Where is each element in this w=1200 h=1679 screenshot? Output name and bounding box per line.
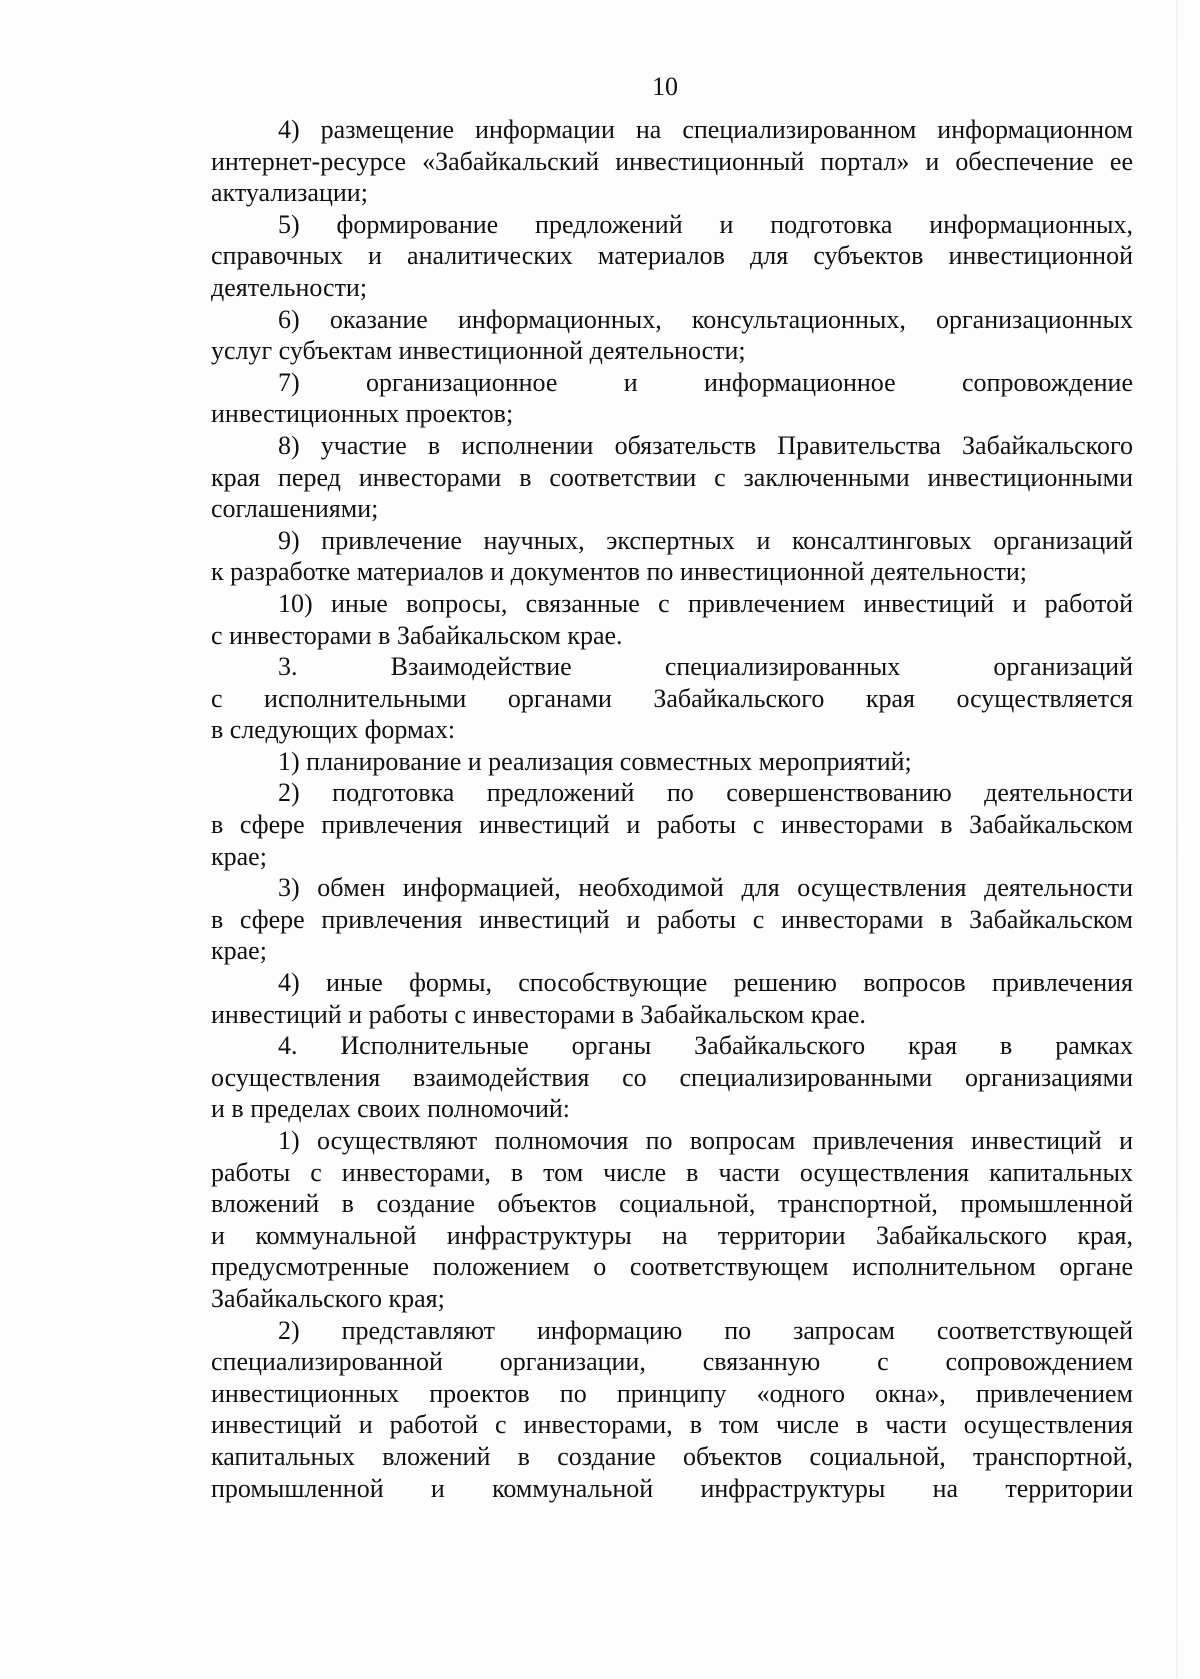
document-body [211,114,1133,1504]
paragraph [211,525,1133,588]
paragraph-line: 5) формирование предложений и подготовка информационных, [278,209,1133,239]
paragraph-line: в сфере привлечения инвестиций и работы с инвесторами в Забайкальском [211,810,1133,840]
paragraph-line: 8) участие в исполнении обязательств Правительства Забайкальского [278,430,1133,460]
paragraph-line: 1) планирование и реализация совместных мероприятий; [278,746,912,776]
paragraph [211,872,1133,967]
paragraph-line: 7) организационное и информационное сопровождение [278,367,1133,397]
paragraph-line: 10) иные вопросы, связанные с привлечением инвестиций и работой [278,588,1133,618]
paragraph-line: 4. Исполнительные органы Забайкальского края в рамках [278,1031,1133,1061]
paragraph-line: края перед инвесторами в соответствии с заключенными инвестиционными [211,462,1133,492]
paragraph [211,1030,1133,1125]
paragraph-line: интернет-ресурсе «Забайкальский инвестиционный портал» и обеспечение ее [211,146,1133,176]
paragraph-line: капитальных вложений в создание объектов социальной, транспортной, [211,1441,1133,1471]
paragraph [211,746,1133,778]
paragraph [211,304,1133,367]
paragraph-line: работы с инвесторами, в том числе в части осуществления капитальных [211,1157,1133,1187]
paragraph-line: деятельности; [211,272,368,302]
paragraph-line: инвестиционных проектов по принципу «одного окна», привлечением [211,1378,1133,1408]
paragraph-line: Забайкальского края; [211,1283,445,1313]
paragraph [211,651,1133,746]
paragraph-line: 2) подготовка предложений по совершенствованию деятельности [278,778,1133,808]
paragraph [211,967,1133,1030]
paragraph-line: осуществления взаимодействия со специализированными организациями [211,1062,1133,1092]
paragraph-line: 4) размещение информации на специализированном информационном [278,115,1133,144]
paragraph-line: вложений в создание объектов социальной, транспортной, промышленной [211,1189,1133,1219]
paragraph-line: предусмотренные положением о соответствующем исполнительном органе [211,1252,1133,1282]
paragraph-line: специализированной организации, связанную с сопровождением [211,1347,1133,1377]
paragraph [211,1125,1133,1315]
paragraph [211,588,1133,651]
paragraph-line: инвестиционных проектов; [211,399,514,429]
paragraph-line: в следующих формах: [211,715,456,745]
paragraph-line: соглашениями; [211,494,379,524]
paragraph-line: актуализации; [211,178,368,208]
paragraph-line: с исполнительными органами Забайкальского края осуществляется [211,683,1133,713]
paragraph-line: 2) представляют информацию по запросам соответствующей [278,1315,1133,1345]
paragraph [211,430,1133,525]
scan-edge-shadow [1176,0,1178,1679]
paragraph-line: крае; [211,936,267,966]
paragraph [211,209,1133,304]
paragraph [211,777,1133,872]
paragraph-line: крае; [211,841,267,871]
paragraph-line: услуг субъектам инвестиционной деятельности; [211,336,746,366]
paragraph-line: справочных и аналитических материалов для субъектов инвестиционной [211,241,1133,271]
paragraph-line: 1) осуществляют полномочия по вопросам привлечения инвестиций и [278,1126,1133,1155]
paragraph [211,1315,1133,1505]
paragraph-line: с инвесторами в Забайкальском крае. [211,620,623,650]
paragraph-line: промышленной и коммунальной инфраструктуры на территории [211,1473,1133,1503]
page-number: 10 [652,72,678,101]
paragraph-line: 4) иные формы, способствующие решению вопросов привлечения [278,968,1133,998]
paragraph-line: и в пределах своих полномочий: [211,1094,571,1124]
paragraph-line: 9) привлечение научных, экспертных и консалтинговых организаций [278,525,1133,555]
paragraph-line: 3. Взаимодействие специализированных организаций [278,652,1133,682]
paragraph-line: и коммунальной инфраструктуры на территории Забайкальского края, [211,1220,1133,1250]
paragraph-line: инвестиций и работой с инвесторами, в том числе в части осуществления [211,1410,1133,1440]
paragraph-line: 3) обмен информацией, необходимой для осуществления деятельности [278,873,1133,903]
paragraph [211,367,1133,430]
paragraph [211,114,1133,209]
paragraph-line: 6) оказание информационных, консультационных, организационных [278,304,1133,334]
paragraph-line: к разработке материалов и документов по инвестиционной деятельности; [211,557,1028,587]
paragraph-line: в сфере привлечения инвестиций и работы с инвесторами в Забайкальском [211,904,1133,934]
paragraph-line: инвестиций и работы с инвесторами в Забайкальском крае. [211,999,866,1029]
